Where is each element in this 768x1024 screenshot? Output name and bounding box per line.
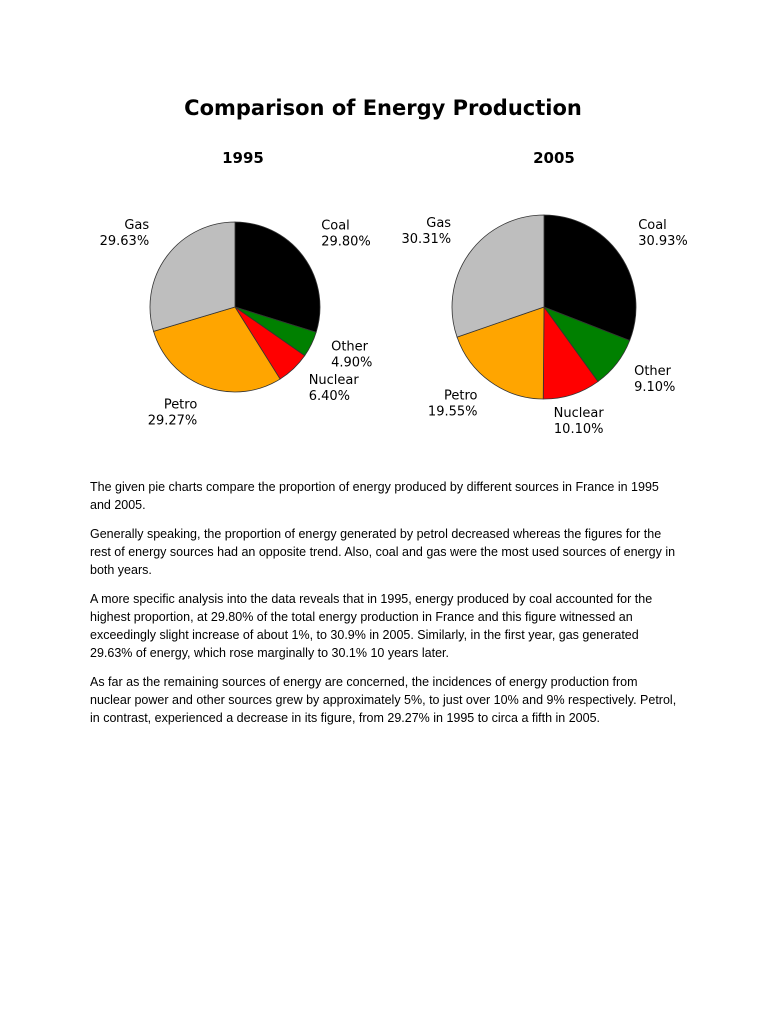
pie-subtitle-2005: 2005 (533, 149, 575, 167)
pie-label-name: Coal (638, 218, 667, 234)
pie-label-name: Other (331, 339, 369, 355)
chart-figure (60, 84, 700, 464)
pie-label-coal-1995 (321, 219, 371, 250)
pie-label-value: 29.27% (147, 413, 198, 429)
pie-label-name: Nuclear (308, 372, 359, 388)
pie-label-coal-2005 (638, 218, 688, 249)
pie-label-gas-2005 (402, 216, 452, 247)
pie-label-nuclear-1995 (309, 373, 360, 404)
pie-label-gas-1995 (100, 218, 150, 249)
pie-label-value: 30.93% (638, 234, 688, 250)
pie-label-name: Coal (321, 218, 350, 234)
pie-slices-1995 (150, 222, 320, 392)
pie-label-petro-1995 (148, 398, 198, 429)
body-text (90, 478, 680, 738)
pie-slices-2005 (452, 215, 636, 399)
pie-label-name: Other (634, 363, 672, 379)
paragraph-detail-2: As far as the remaining sources of energy are concerned, the incidences of energy production from nuclear power and other sources grew by approximately 5%, to just over 10% and 9% respectively. Petrol, in contrast, experienced a decrease in its figure, from 29.27% in 1995 to circa a fifth in 2005. (90, 675, 677, 725)
pie-label-value: 4.90% (331, 355, 373, 371)
pie-label-nuclear-2005 (554, 406, 605, 437)
pie-label-other-1995 (331, 340, 372, 371)
pie-label-value: 30.31% (401, 232, 452, 248)
pie-label-other-2005 (634, 364, 675, 395)
pie-chart-2005 (402, 149, 688, 437)
pie-label-name: Petro (444, 388, 478, 404)
pie-label-value: 10.10% (553, 422, 604, 438)
pie-label-name: Nuclear (553, 406, 604, 422)
pie-label-name: Petro (163, 397, 198, 413)
pie-label-value: 19.55% (427, 404, 478, 420)
chart-svg (60, 84, 700, 464)
pie-label-value: 29.80% (321, 234, 371, 250)
pie-subtitle-1995: 1995 (222, 149, 264, 167)
pie-label-name: Gas (124, 218, 150, 234)
pie-label-value: 6.40% (308, 388, 351, 404)
paragraph-intro: The given pie charts compare the proportion of energy produced by different sources in France in 1995 and 2005. (90, 480, 659, 512)
pie-chart-1995 (100, 149, 373, 429)
chart-title: Comparison of Energy Production (184, 96, 582, 120)
pie-label-petro-2005 (428, 389, 478, 420)
pie-label-value: 9.10% (634, 379, 676, 395)
paragraph-overview: Generally speaking, the proportion of energy generated by petrol decreased whereas the figures for the rest of energy sources had an opposite trend. Also, coal and gas were the most used sources of energy in both years. (90, 527, 676, 577)
pie-label-name: Gas (426, 216, 452, 232)
pie-label-value: 29.63% (99, 234, 150, 250)
paragraph-detail-1: A more specific analysis into the data reveals that in 1995, energy produced by coal accounted for the highest proportion, at 29.80% of the total energy production in France and this figure witnessed an exceedingly slight increase of about 1%, to 30.9% in 2005. Similarly, in the first year, gas generated 29.63% of energy, which rose marginally to 30.1% 10 years later. (90, 592, 653, 660)
